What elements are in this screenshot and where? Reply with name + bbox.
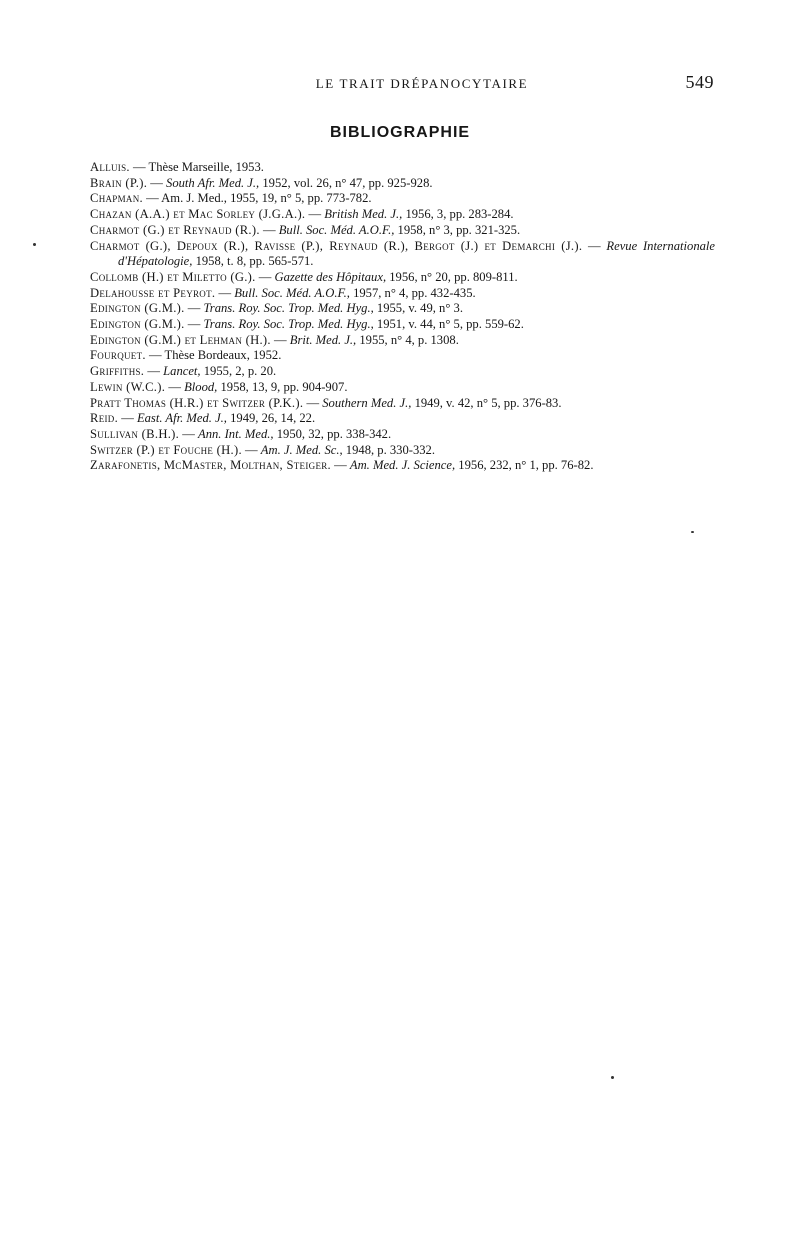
entry-details: 1956, n° 20, pp. 809-811.	[389, 269, 518, 284]
bibliography-entry: Sullivan (B.H.). — Ann. Int. Med., 1950, 32, pp. 338-342.	[90, 426, 392, 441]
bibliography-entry: Charmot (G.) et Reynaud (R.). — Bull. Soc. Méd. A.O.F., 1958, n° 3, pp. 321-325.	[90, 222, 521, 237]
entry-authors: Collomb (H.) et Miletto (G.).	[90, 269, 256, 284]
section-title: BIBLIOGRAPHIE	[329, 124, 471, 141]
bibliography-entry: Edington (G.M.). — Trans. Roy. Soc. Trop. Med. Hyg., 1951, v. 44, n° 5, pp. 559-62.	[90, 317, 524, 332]
bibliography-entry: Edington (G.M.) et Lehman (H.). — Brit. Med. J., 1955, n° 4, p. 1308.	[90, 332, 459, 347]
entry-source: Am. Med. J. Science,	[349, 458, 456, 473]
entry-details: 1958, n° 3, pp. 321-325.	[397, 222, 521, 237]
entry-source: Revue Internationale d'Hépatologie,	[118, 238, 715, 269]
entry-authors: Edington (G.M.) et Lehman (H.).	[90, 332, 271, 347]
bibliography-entry: Alluis. — Thèse Marseille, 1953.	[90, 160, 264, 174]
bibliography-entry: Chazan (A.A.) et Mac Sorley (J.G.A.). — British Med. J., 1956, 3, pp. 283-284.	[90, 207, 514, 222]
bibliography-entry: Fourquet. — Thèse Bordeaux, 1952.	[90, 348, 282, 363]
entry-authors: Edington (G.M.).	[90, 301, 185, 316]
entry-authors: Zarafonetis, McMaster, Molthan, Steiger.	[90, 458, 331, 473]
bibliography-entry: Zarafonetis, McMaster, Molthan, Steiger. — Am. Med. J. Science, 1956, 232, n° 1, pp. 76-82.	[90, 458, 594, 473]
bibliography-entry: Brain (P.). — South Afr. Med. J., 1952, vol. 26, n° 47, pp. 925-928.	[90, 175, 433, 190]
entry-details: 1957, n° 4, pp. 432-435.	[353, 285, 476, 300]
entry-details: 1956, 3, pp. 283-284.	[405, 207, 514, 222]
entry-authors: Charmot (G.), Depoux (R.), Ravisse (P.), Reynaud (R.), Bergot (J.) et Demarchi (J.).	[90, 238, 583, 253]
entry-details: 1955, 2, p. 20.	[203, 364, 277, 379]
entry-authors: Sullivan (B.H.).	[90, 426, 180, 441]
entry-details: 1958, t. 8, pp. 565-571.	[195, 254, 314, 269]
bibliography-entry: Charmot (G.), Depoux (R.), Ravisse (P.), Reynaud (R.), Bergot (J.) et Demarchi (J.). — Revue Internationale d'Hépatologie, 1958, t. 8, pp. 565-571.	[90, 238, 715, 269]
entry-details: 1955, n° 4, p. 1308.	[359, 332, 459, 347]
entry-authors: Chapman.	[90, 191, 143, 206]
bibliography-entry: Pratt Thomas (H.R.) et Switzer (P.K.). — Southern Med. J., 1949, v. 42, n° 5, pp. 376-83.	[90, 395, 562, 410]
entry-authors: Pratt Thomas (H.R.) et Switzer (P.K.).	[90, 395, 304, 410]
entry-source: Bull. Soc. Méd. A.O.F.,	[278, 222, 395, 237]
entry-source: Southern Med. J.,	[322, 395, 412, 410]
scan-speck	[611, 1076, 614, 1079]
scan-speck	[33, 243, 36, 246]
entry-authors: Edington (G.M.).	[90, 317, 185, 332]
entry-source: Bull. Soc. Méd. A.O.F.,	[234, 285, 350, 300]
entry-details: 1949, v. 42, n° 5, pp. 376-83.	[414, 395, 562, 410]
entry-authors: Switzer (P.) et Fouche (H.).	[90, 442, 242, 457]
entry-details: 1958, 13, 9, pp. 904-907.	[220, 379, 348, 394]
entry-source: Am. J. Med. Sc.,	[260, 442, 343, 457]
bibliography-entry: Reid. — East. Afr. Med. J., 1949, 26, 14, 22.	[90, 411, 316, 426]
entry-authors: Alluis.	[90, 160, 130, 174]
entry-authors: Reid.	[90, 411, 119, 426]
entry-source: Brit. Med. J.,	[289, 332, 357, 347]
entry-authors: Delahousse et Peyrot.	[90, 285, 216, 300]
entry-authors: Charmot (G.) et Reynaud (R.).	[90, 222, 260, 237]
entry-details: Thèse Marseille, 1953.	[148, 160, 264, 174]
entry-details: 1948, p. 330-332.	[345, 442, 435, 457]
entry-source: Lancet,	[163, 364, 201, 379]
bibliography-entry: Delahousse et Peyrot. — Bull. Soc. Méd. A.O.F., 1957, n° 4, pp. 432-435.	[90, 285, 476, 300]
entry-details: Am. J. Med., 1955, 19, n° 5, pp. 773-782.	[161, 191, 372, 206]
entry-details: 1952, vol. 26, n° 47, pp. 925-928.	[262, 175, 433, 190]
entry-source: Ann. Int. Med.,	[198, 426, 274, 441]
entry-details: 1956, 232, n° 1, pp. 76-82.	[458, 458, 594, 473]
entry-details: Thèse Bordeaux, 1952.	[164, 348, 282, 363]
bibliography-entry: Switzer (P.) et Fouche (H.). — Am. J. Med. Sc., 1948, p. 330-332.	[90, 442, 435, 457]
entry-details: 1955, v. 49, n° 3.	[376, 301, 463, 316]
running-head	[90, 72, 714, 94]
entry-authors: Fourquet.	[90, 348, 146, 363]
page-number: 549	[685, 72, 714, 92]
entry-details: 1951, v. 44, n° 5, pp. 559-62.	[376, 317, 524, 332]
entry-source: Trans. Roy. Soc. Trop. Med. Hyg.,	[203, 317, 374, 332]
scan-speck	[691, 531, 694, 533]
bibliography-entry: Collomb (H.) et Miletto (G.). — Gazette des Hôpitaux, 1956, n° 20, pp. 809-811.	[90, 269, 518, 284]
bibliography-entry: Chapman. — Am. J. Med., 1955, 19, n° 5, pp. 773-782.	[90, 191, 372, 206]
entry-source: Blood,	[184, 379, 218, 394]
bibliography-list	[90, 160, 715, 474]
entry-authors: Lewin (W.C.).	[90, 379, 166, 394]
entry-source: Trans. Roy. Soc. Trop. Med. Hyg.,	[203, 301, 374, 316]
entry-source: East. Afr. Med. J.,	[136, 411, 227, 426]
entry-source: British Med. J.,	[324, 207, 403, 222]
bibliography-entry: Lewin (W.C.). — Blood, 1958, 13, 9, pp. 904-907.	[90, 379, 348, 394]
running-title: LE TRAIT DRÉPANOCYTAIRE	[315, 76, 529, 91]
entry-source: Gazette des Hôpitaux,	[274, 269, 387, 284]
entry-authors: Griffiths.	[90, 364, 145, 379]
entry-authors: Brain (P.).	[90, 175, 148, 190]
entry-authors: Chazan (A.A.) et Mac Sorley (J.G.A.).	[90, 207, 306, 222]
bibliography-entry: Griffiths. — Lancet, 1955, 2, p. 20.	[90, 364, 277, 379]
entry-details: 1949, 26, 14, 22.	[230, 411, 316, 426]
entry-details: 1950, 32, pp. 338-342.	[276, 426, 392, 441]
bibliography-entry: Edington (G.M.). — Trans. Roy. Soc. Trop. Med. Hyg., 1955, v. 49, n° 3.	[90, 301, 463, 316]
entry-source: South Afr. Med. J.,	[166, 175, 260, 190]
